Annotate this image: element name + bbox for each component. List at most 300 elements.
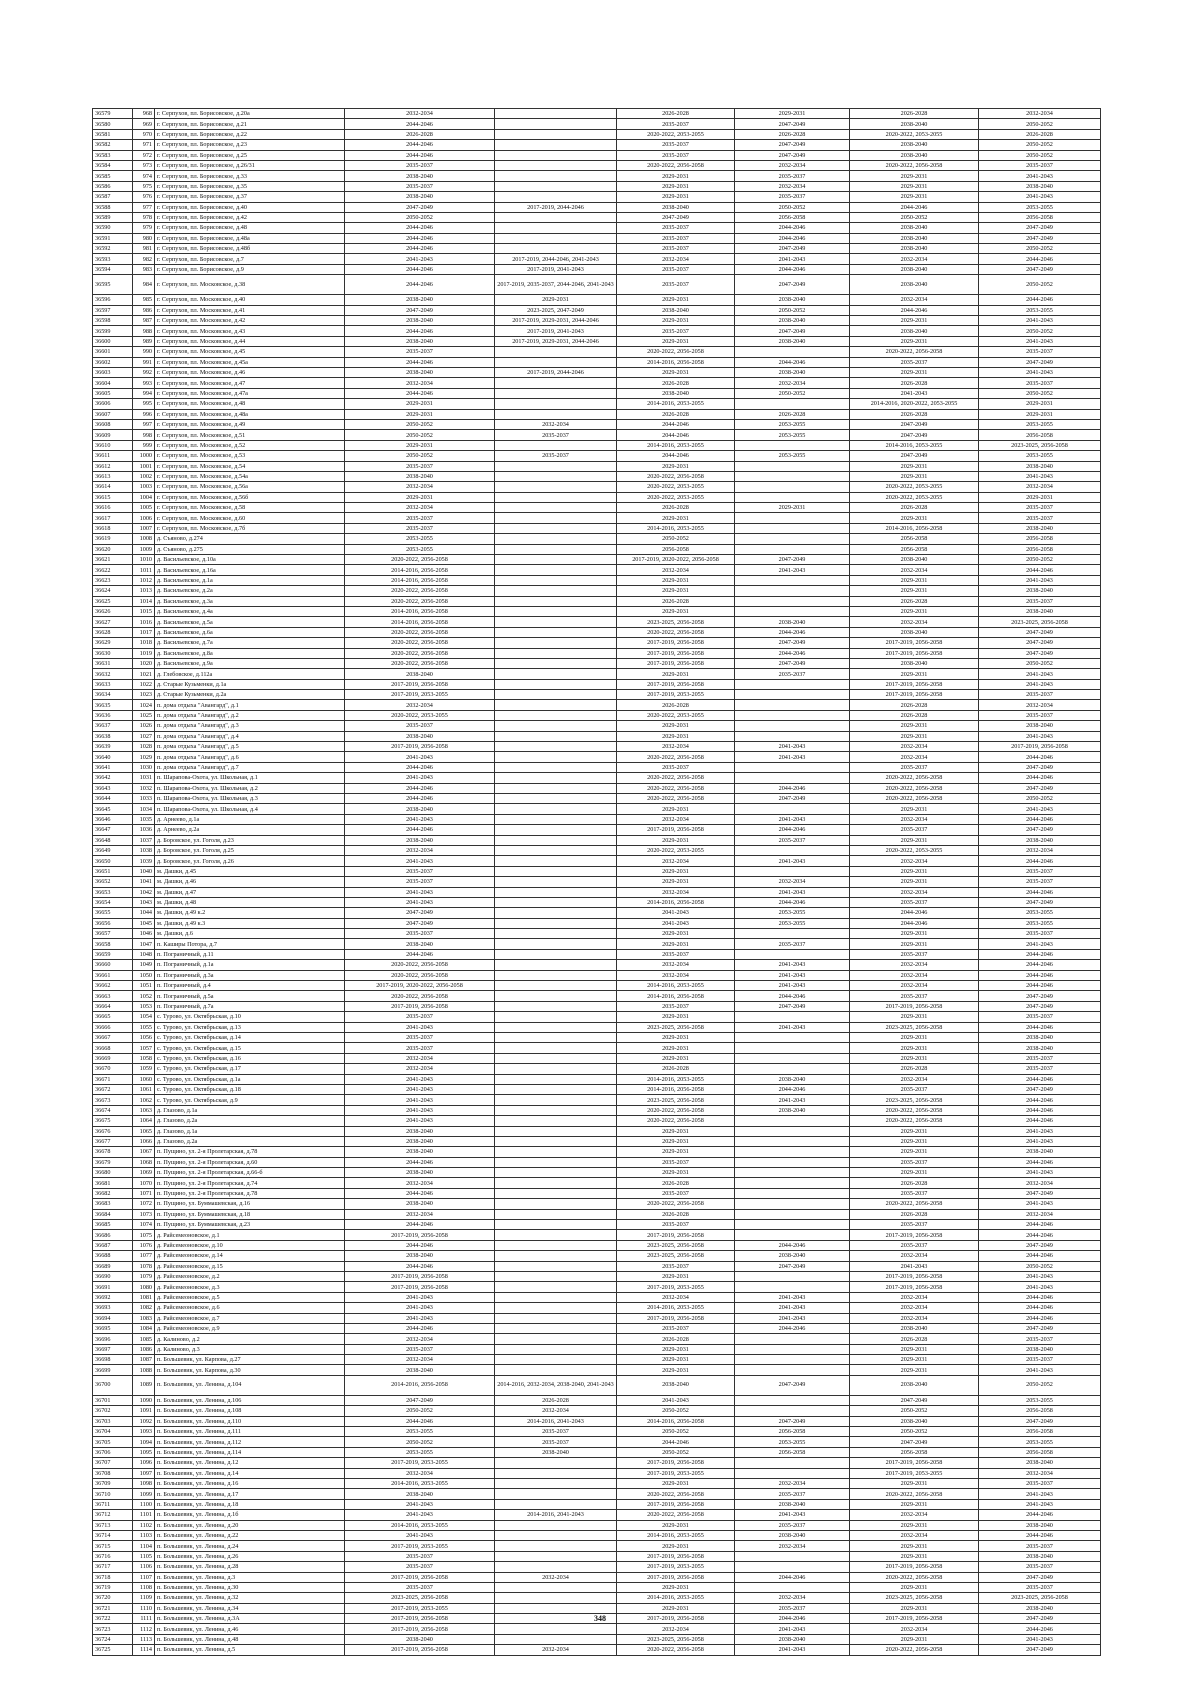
cell-period-f: 2044-2046 <box>979 254 1101 264</box>
cell-row-number: 1108 <box>133 1582 155 1592</box>
cell-period-c: 2029-2031 <box>617 192 735 202</box>
cell-period-f: 2026-2028 <box>979 129 1101 139</box>
cell-period-c: 2020-2022, 2056-2058 <box>617 1199 735 1209</box>
cell-address: г. Серпухов, пл. Московское, д.41 <box>155 305 345 315</box>
cell-registry-number: 36633 <box>93 679 133 689</box>
cell-registry-number: 36601 <box>93 347 133 357</box>
cell-registry-number: 36611 <box>93 451 133 461</box>
cell-period-a: 2029-2031 <box>345 409 495 419</box>
cell-row-number: 1059 <box>133 1064 155 1074</box>
cell-period-f: 2035-2037 <box>979 877 1101 887</box>
cell-period-e: 2029-2031 <box>850 835 979 845</box>
cell-period-b <box>495 181 617 191</box>
cell-period-e: 2038-2040 <box>850 223 979 233</box>
cell-period-a: 2041-2043 <box>345 887 495 897</box>
cell-period-e: 2023-2025, 2056-2058 <box>850 1593 979 1603</box>
cell-period-b <box>495 150 617 160</box>
cell-period-d: 2041-2043 <box>735 887 850 897</box>
cell-period-e: 2029-2031 <box>850 1053 979 1063</box>
cell-row-number: 985 <box>133 295 155 305</box>
cell-period-a: 2041-2043 <box>345 1303 495 1313</box>
cell-period-a: 2035-2037 <box>345 1551 495 1561</box>
cell-period-a: 2053-2055 <box>345 534 495 544</box>
cell-period-c: 2038-2040 <box>617 305 735 315</box>
cell-period-d: 2029-2031 <box>735 503 850 513</box>
cell-period-b: 2029-2031 <box>495 295 617 305</box>
cell-address: г. Серпухов, пл. Борисовское, д.20а <box>155 109 345 119</box>
cell-address: д. Боровское, ул. Гоголя, д.23 <box>155 835 345 845</box>
cell-period-f: 2038-2040 <box>979 586 1101 596</box>
cell-row-number: 984 <box>133 275 155 295</box>
cell-period-c: 2035-2037 <box>617 1261 735 1271</box>
cell-registry-number: 36606 <box>93 399 133 409</box>
table-row <box>93 244 1101 254</box>
cell-period-f: 2032-2034 <box>979 1209 1101 1219</box>
cell-period-e: 2029-2031 <box>850 336 979 346</box>
cell-registry-number: 36691 <box>93 1282 133 1292</box>
cell-registry-number: 36698 <box>93 1355 133 1365</box>
cell-period-e: 2032-2034 <box>850 565 979 575</box>
cell-row-number: 1034 <box>133 804 155 814</box>
cell-row-number: 1079 <box>133 1271 155 1281</box>
cell-registry-number: 36667 <box>93 1032 133 1042</box>
cell-period-d <box>735 1582 850 1592</box>
table-row <box>93 1634 1101 1644</box>
cell-period-f: 2029-2031 <box>979 409 1101 419</box>
cell-period-d <box>735 440 850 450</box>
cell-period-b <box>495 1282 617 1292</box>
cell-period-d <box>735 482 850 492</box>
cell-period-f: 2050-2052 <box>979 275 1101 295</box>
cell-period-c: 2020-2022, 2053-2055 <box>617 710 735 720</box>
cell-period-a: 2017-2019, 2056-2058 <box>345 1624 495 1634</box>
cell-period-b <box>495 1468 617 1478</box>
cell-registry-number: 36655 <box>93 908 133 918</box>
cell-period-c: 2029-2031 <box>617 1355 735 1365</box>
cell-address: г. Серпухов, пл. Московское, д.54 <box>155 461 345 471</box>
table-row <box>93 305 1101 315</box>
cell-registry-number: 36693 <box>93 1303 133 1313</box>
cell-period-d: 2044-2046 <box>735 1084 850 1094</box>
table-row <box>93 1365 1101 1375</box>
table-row <box>93 638 1101 648</box>
cell-period-c: 2023-2025, 2056-2058 <box>617 617 735 627</box>
cell-period-e: 2038-2040 <box>850 140 979 150</box>
cell-period-b <box>495 440 617 450</box>
cell-period-d: 2044-2046 <box>735 264 850 274</box>
cell-period-c: 2029-2031 <box>617 1479 735 1489</box>
cell-address: д. Васильевское, д.8а <box>155 648 345 658</box>
cell-row-number: 1029 <box>133 752 155 762</box>
cell-address: п. Большевик, ул. Ленина, д.16 <box>155 1479 345 1489</box>
cell-period-e: 2029-2031 <box>850 606 979 616</box>
cell-address: п. Большевик, ул. Карпова, д.30 <box>155 1365 345 1375</box>
cell-period-c: 2020-2022, 2056-2058 <box>617 471 735 481</box>
cell-registry-number: 36717 <box>93 1562 133 1572</box>
cell-period-c: 2026-2028 <box>617 596 735 606</box>
cell-period-c: 2026-2028 <box>617 700 735 710</box>
cell-period-d: 2050-2052 <box>735 388 850 398</box>
cell-period-e: 2017-2019, 2056-2058 <box>850 1614 979 1624</box>
cell-period-a: 2047-2049 <box>345 1395 495 1405</box>
table-row <box>93 1136 1101 1146</box>
cell-period-c: 2014-2016, 2053-2055 <box>617 1530 735 1540</box>
cell-period-e: 2032-2034 <box>850 295 979 305</box>
cell-registry-number: 36671 <box>93 1074 133 1084</box>
cell-address: д. Съяново, д.274 <box>155 534 345 544</box>
cell-period-b <box>495 939 617 949</box>
cell-period-b <box>495 1064 617 1074</box>
cell-period-b <box>495 1582 617 1592</box>
cell-period-f: 2044-2046 <box>979 1313 1101 1323</box>
cell-period-e: 2038-2040 <box>850 1416 979 1426</box>
cell-period-a: 2017-2019, 2056-2058 <box>345 1271 495 1281</box>
cell-period-d <box>735 762 850 772</box>
cell-registry-number: 36674 <box>93 1105 133 1115</box>
table-row <box>93 233 1101 243</box>
cell-period-d <box>735 804 850 814</box>
cell-period-e: 2029-2031 <box>850 929 979 939</box>
cell-period-c: 2029-2031 <box>617 1344 735 1354</box>
cell-period-b <box>495 409 617 419</box>
table-row <box>93 119 1101 129</box>
cell-period-e: 2029-2031 <box>850 181 979 191</box>
cell-period-d <box>735 492 850 502</box>
cell-period-e: 2026-2028 <box>850 109 979 119</box>
cell-address: п. Пограничный, д.7а <box>155 1001 345 1011</box>
cell-address: м. Дашки, д.45 <box>155 866 345 876</box>
cell-period-a: 2053-2055 <box>345 544 495 554</box>
cell-address: м. Дашки, д.49 к.2 <box>155 908 345 918</box>
cell-row-number: 1072 <box>133 1199 155 1209</box>
cell-period-d: 2047-2049 <box>735 140 850 150</box>
table-row <box>93 908 1101 918</box>
cell-period-d <box>735 1178 850 1188</box>
cell-address: п. Большевик, ул. Ленина, д.28 <box>155 1562 345 1572</box>
cell-period-c: 2014-2016, 2053-2055 <box>617 981 735 991</box>
table-row <box>93 1458 1101 1468</box>
cell-period-a: 2035-2037 <box>345 877 495 887</box>
cell-period-e: 2047-2049 <box>850 1437 979 1447</box>
cell-period-e: 2026-2028 <box>850 378 979 388</box>
cell-period-f: 2035-2037 <box>979 1064 1101 1074</box>
cell-period-f: 2047-2049 <box>979 1323 1101 1333</box>
cell-row-number: 1051 <box>133 981 155 991</box>
cell-registry-number: 36579 <box>93 109 133 119</box>
cell-period-d: 2041-2043 <box>735 1022 850 1032</box>
cell-row-number: 1026 <box>133 721 155 731</box>
cell-registry-number: 36592 <box>93 244 133 254</box>
cell-address: с. Турово, ул. Октябрьская, д.17 <box>155 1064 345 1074</box>
cell-period-a: 2050-2052 <box>345 451 495 461</box>
cell-period-f: 2041-2043 <box>979 1271 1101 1281</box>
cell-period-a: 2038-2040 <box>345 1489 495 1499</box>
cell-period-b: 2026-2028 <box>495 1395 617 1405</box>
cell-registry-number: 36687 <box>93 1240 133 1250</box>
table-row <box>93 929 1101 939</box>
cell-period-c: 2023-2025, 2056-2058 <box>617 1095 735 1105</box>
cell-period-b <box>495 1136 617 1146</box>
cell-row-number: 1006 <box>133 513 155 523</box>
cell-period-f: 2035-2037 <box>979 1355 1101 1365</box>
cell-period-b <box>495 1074 617 1084</box>
cell-period-d: 2041-2043 <box>735 1303 850 1313</box>
cell-period-d: 2044-2046 <box>735 627 850 637</box>
cell-period-b: 2017-2019, 2044-2046, 2041-2043 <box>495 254 617 264</box>
cell-address: д. Райсемеоновское, д.3 <box>155 1282 345 1292</box>
cell-registry-number: 36581 <box>93 129 133 139</box>
cell-period-d: 2038-2040 <box>735 336 850 346</box>
cell-period-d: 2038-2040 <box>735 1499 850 1509</box>
cell-period-f: 2041-2043 <box>979 1499 1101 1509</box>
cell-address: д. Васильевское, д.9а <box>155 658 345 668</box>
cell-period-d: 2035-2037 <box>735 835 850 845</box>
cell-row-number: 1114 <box>133 1645 155 1655</box>
table-row <box>93 721 1101 731</box>
cell-period-a: 2032-2034 <box>345 1355 495 1365</box>
cell-period-f: 2047-2049 <box>979 1645 1101 1655</box>
cell-period-d: 2053-2055 <box>735 908 850 918</box>
cell-period-c: 2017-2019, 2056-2058 <box>617 1572 735 1582</box>
cell-period-b <box>495 1126 617 1136</box>
cell-period-f: 2035-2037 <box>979 1479 1101 1489</box>
cell-registry-number: 36723 <box>93 1624 133 1634</box>
cell-period-c: 2029-2031 <box>617 1147 735 1157</box>
cell-address: г. Серпухов, пл. Московское, д.47 <box>155 378 345 388</box>
cell-registry-number: 36650 <box>93 856 133 866</box>
cell-period-a: 2029-2031 <box>345 492 495 502</box>
table-row <box>93 1053 1101 1063</box>
cell-period-c: 2044-2046 <box>617 1437 735 1447</box>
cell-period-a: 2035-2037 <box>345 1582 495 1592</box>
cell-period-c: 2032-2034 <box>617 856 735 866</box>
cell-period-d: 2035-2037 <box>735 171 850 181</box>
cell-address: п. Пограничный, д.4 <box>155 981 345 991</box>
cell-period-d <box>735 1053 850 1063</box>
cell-period-c: 2020-2022, 2053-2055 <box>617 129 735 139</box>
cell-period-b <box>495 742 617 752</box>
cell-registry-number: 36672 <box>93 1084 133 1094</box>
cell-period-a: 2023-2025, 2056-2058 <box>345 1593 495 1603</box>
cell-period-d <box>735 1334 850 1344</box>
cell-period-b <box>495 877 617 887</box>
cell-period-d: 2053-2055 <box>735 430 850 440</box>
table-row <box>93 1551 1101 1561</box>
cell-period-c: 2032-2034 <box>617 254 735 264</box>
cell-address: п. Большевик, ул. Ленина, д.20 <box>155 1520 345 1530</box>
cell-address: п. дома отдыха "Авангард", д.7 <box>155 762 345 772</box>
cell-period-a: 2041-2043 <box>345 1116 495 1126</box>
table-row <box>93 949 1101 959</box>
cell-period-a: 2020-2022, 2056-2058 <box>345 638 495 648</box>
cell-period-d <box>735 1355 850 1365</box>
cell-row-number: 1110 <box>133 1603 155 1613</box>
cell-period-a: 2044-2046 <box>345 150 495 160</box>
table-row <box>93 430 1101 440</box>
cell-period-b <box>495 1022 617 1032</box>
cell-period-a: 2032-2034 <box>345 378 495 388</box>
cell-row-number: 1023 <box>133 690 155 700</box>
cell-period-d: 2044-2046 <box>735 1572 850 1582</box>
cell-period-c: 2029-2031 <box>617 939 735 949</box>
cell-period-c: 2017-2019, 2056-2058 <box>617 825 735 835</box>
cell-period-c: 2029-2031 <box>617 295 735 305</box>
cell-period-e: 2029-2031 <box>850 939 979 949</box>
cell-period-a: 2053-2055 <box>345 1427 495 1437</box>
cell-period-b: 2017-2019, 2044-2046 <box>495 202 617 212</box>
cell-row-number: 1097 <box>133 1468 155 1478</box>
cell-period-c: 2023-2025, 2056-2058 <box>617 1251 735 1261</box>
table-row <box>93 1188 1101 1198</box>
cell-period-e: 2041-2043 <box>850 1261 979 1271</box>
table-row <box>93 617 1101 627</box>
cell-period-e: 2029-2031 <box>850 367 979 377</box>
cell-registry-number: 36623 <box>93 575 133 585</box>
cell-period-e: 2020-2022, 2056-2058 <box>850 1489 979 1499</box>
cell-period-e: 2029-2031 <box>850 1551 979 1561</box>
cell-period-a: 2044-2046 <box>345 794 495 804</box>
cell-period-a: 2032-2034 <box>345 1468 495 1478</box>
cell-period-c: 2029-2031 <box>617 316 735 326</box>
cell-period-f: 2044-2046 <box>979 887 1101 897</box>
cell-period-b <box>495 223 617 233</box>
cell-period-f: 2044-2046 <box>979 1251 1101 1261</box>
cell-period-d: 2050-2052 <box>735 305 850 315</box>
cell-period-e: 2017-2019, 2056-2058 <box>850 1562 979 1572</box>
cell-row-number: 1050 <box>133 970 155 980</box>
cell-row-number: 1052 <box>133 991 155 1001</box>
cell-period-d <box>735 347 850 357</box>
cell-registry-number: 36618 <box>93 523 133 533</box>
cell-registry-number: 36634 <box>93 690 133 700</box>
cell-period-c: 2029-2031 <box>617 1582 735 1592</box>
cell-period-b <box>495 752 617 762</box>
cell-period-e: 2023-2025, 2056-2058 <box>850 1095 979 1105</box>
cell-period-a: 2017-2019, 2056-2058 <box>345 1001 495 1011</box>
cell-period-b <box>495 534 617 544</box>
cell-period-a: 2035-2037 <box>345 160 495 170</box>
cell-registry-number: 36684 <box>93 1209 133 1219</box>
cell-registry-number: 36630 <box>93 648 133 658</box>
cell-registry-number: 36685 <box>93 1220 133 1230</box>
cell-period-d: 2047-2049 <box>735 1375 850 1395</box>
cell-period-a: 2035-2037 <box>345 866 495 876</box>
cell-period-d: 2041-2043 <box>735 856 850 866</box>
table-row <box>93 1416 1101 1426</box>
cell-address: д. Васильевское, д.6а <box>155 627 345 637</box>
cell-period-b: 2032-2034 <box>495 1406 617 1416</box>
cell-registry-number: 36699 <box>93 1365 133 1375</box>
cell-period-a: 2038-2040 <box>345 367 495 377</box>
table-row <box>93 1530 1101 1540</box>
table-row <box>93 627 1101 637</box>
cell-period-a: 2041-2043 <box>345 1095 495 1105</box>
cell-row-number: 1112 <box>133 1624 155 1634</box>
cell-address: г. Серпухов, пл. Московское, д.49 <box>155 419 345 429</box>
cell-period-a: 2017-2019, 2053-2055 <box>345 1541 495 1551</box>
cell-period-d: 2041-2043 <box>735 742 850 752</box>
cell-period-b: 2035-2037 <box>495 430 617 440</box>
cell-period-b <box>495 804 617 814</box>
cell-period-c: 2029-2031 <box>617 575 735 585</box>
cell-period-e: 2026-2028 <box>850 1334 979 1344</box>
cell-period-d: 2035-2037 <box>735 669 850 679</box>
cell-period-e: 2029-2031 <box>850 1012 979 1022</box>
cell-period-e: 2020-2022, 2056-2058 <box>850 773 979 783</box>
cell-period-f: 2044-2046 <box>979 856 1101 866</box>
cell-period-b <box>495 1593 617 1603</box>
cell-period-e: 2029-2031 <box>850 513 979 523</box>
cell-period-c: 2020-2022, 2056-2058 <box>617 160 735 170</box>
cell-row-number: 1103 <box>133 1530 155 1540</box>
cell-row-number: 1089 <box>133 1375 155 1395</box>
cell-period-a: 2044-2046 <box>345 783 495 793</box>
cell-period-a: 2017-2019, 2056-2058 <box>345 1230 495 1240</box>
table-row <box>93 794 1101 804</box>
cell-period-e: 2035-2037 <box>850 1188 979 1198</box>
cell-address: г. Серпухов, пл. Московское, д.48 <box>155 399 345 409</box>
cell-period-f: 2035-2037 <box>979 1053 1101 1063</box>
cell-row-number: 982 <box>133 254 155 264</box>
cell-row-number: 1088 <box>133 1365 155 1375</box>
cell-period-f: 2047-2049 <box>979 991 1101 1001</box>
cell-row-number: 1011 <box>133 565 155 575</box>
cell-period-a: 2035-2037 <box>345 1032 495 1042</box>
cell-address: г. Серпухов, пл. Борисовское, д.48 <box>155 223 345 233</box>
cell-row-number: 1048 <box>133 949 155 959</box>
cell-period-b <box>495 897 617 907</box>
cell-address: п. Большевик, ул. Ленина, д.110 <box>155 1416 345 1426</box>
cell-row-number: 1049 <box>133 960 155 970</box>
cell-period-b <box>495 160 617 170</box>
cell-row-number: 1040 <box>133 866 155 876</box>
cell-row-number: 1002 <box>133 471 155 481</box>
cell-period-f: 2041-2043 <box>979 192 1101 202</box>
table-row <box>93 1032 1101 1042</box>
cell-period-b: 2035-2037 <box>495 451 617 461</box>
cell-period-f: 2038-2040 <box>979 461 1101 471</box>
cell-period-f: 2038-2040 <box>979 1043 1101 1053</box>
table-row <box>93 1375 1101 1395</box>
cell-registry-number: 36673 <box>93 1095 133 1105</box>
table-row <box>93 825 1101 835</box>
cell-period-b <box>495 918 617 928</box>
cell-period-f: 2053-2055 <box>979 908 1101 918</box>
cell-period-e: 2029-2031 <box>850 1168 979 1178</box>
cell-period-d <box>735 1344 850 1354</box>
cell-period-c: 2026-2028 <box>617 378 735 388</box>
cell-period-f: 2056-2058 <box>979 212 1101 222</box>
table-row <box>93 1043 1101 1053</box>
table-row <box>93 409 1101 419</box>
cell-row-number: 972 <box>133 150 155 160</box>
cell-period-e: 2038-2040 <box>850 244 979 254</box>
cell-address: п. Пущино, ул. Буммашевская, д.18 <box>155 1209 345 1219</box>
cell-period-e: 2017-2019, 2056-2058 <box>850 1001 979 1011</box>
table-row <box>93 1593 1101 1603</box>
cell-row-number: 1104 <box>133 1541 155 1551</box>
cell-period-f: 2038-2040 <box>979 1520 1101 1530</box>
cell-period-c: 2026-2028 <box>617 109 735 119</box>
cell-period-b <box>495 731 617 741</box>
cell-period-d: 2041-2043 <box>735 1645 850 1655</box>
cell-registry-number: 36649 <box>93 845 133 855</box>
cell-row-number: 1036 <box>133 825 155 835</box>
cell-period-a: 2035-2037 <box>345 1562 495 1572</box>
cell-row-number: 1053 <box>133 1001 155 1011</box>
table-row <box>93 1582 1101 1592</box>
cell-period-a: 2050-2052 <box>345 1437 495 1447</box>
